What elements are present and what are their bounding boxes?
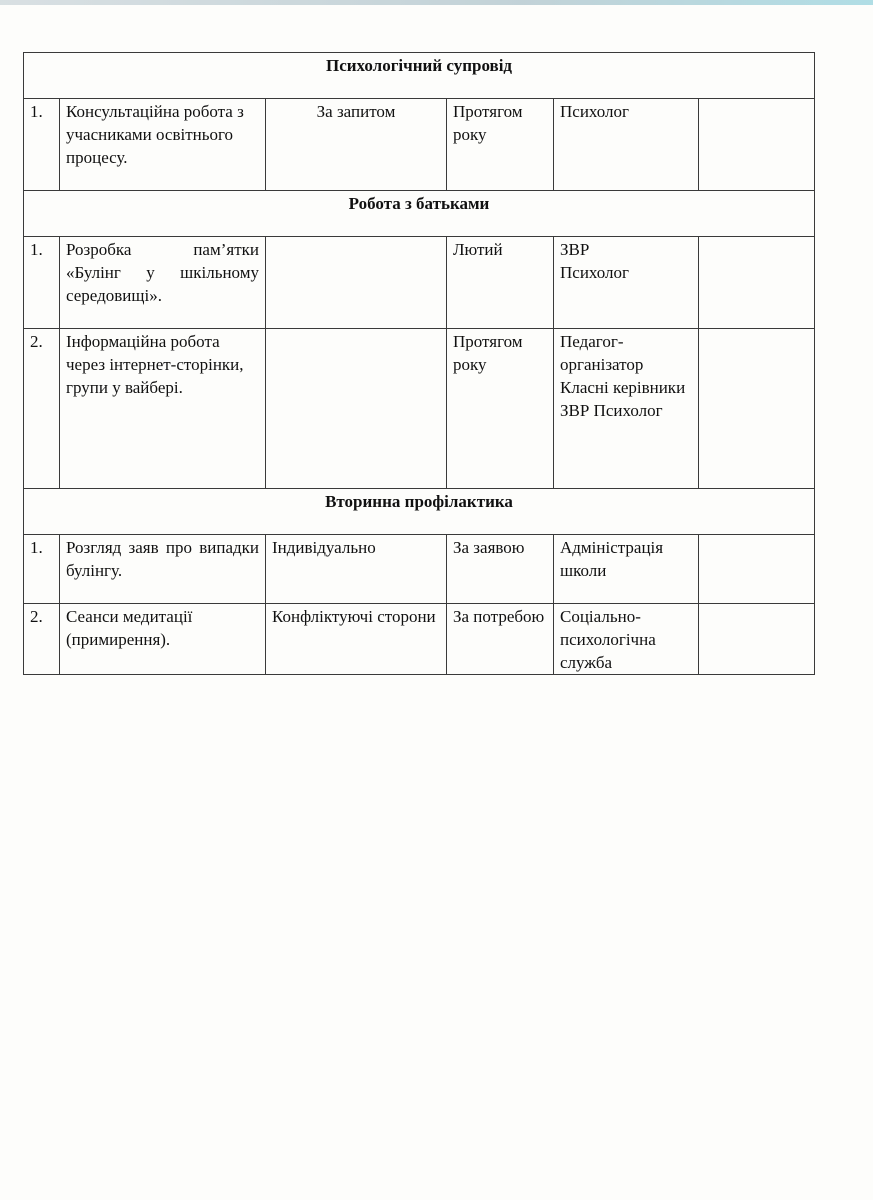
row-term: Лютий	[447, 237, 554, 329]
row-target	[266, 237, 447, 329]
row-note	[699, 604, 815, 675]
responsible-line: Психолог	[560, 263, 630, 282]
row-term: Протягом року	[447, 99, 554, 191]
row-number: 1.	[24, 237, 60, 329]
row-target	[266, 329, 447, 489]
row-note	[699, 99, 815, 191]
row-target: Індивідуально	[266, 535, 447, 604]
row-note	[699, 237, 815, 329]
row-number: 2.	[24, 604, 60, 675]
row-responsible: Психолог	[554, 99, 699, 191]
row-note	[699, 535, 815, 604]
row-responsible: Адміністрація школи	[554, 535, 699, 604]
table-row	[24, 99, 815, 191]
row-number: 2.	[24, 329, 60, 489]
row-target: Конфліктуючі сторони	[266, 604, 447, 675]
section-header-row	[24, 191, 815, 237]
row-responsible: Соціально-психологічна служба	[554, 604, 699, 675]
row-number: 1.	[24, 535, 60, 604]
table-row	[24, 329, 815, 489]
row-activity: Інформаційна робота через інтернет-сторінки, групи у вайбері.	[60, 329, 266, 489]
section-header-row	[24, 489, 815, 535]
row-term: Протягом року	[447, 329, 554, 489]
row-note	[699, 329, 815, 489]
responsible-line: ЗВР	[560, 240, 590, 259]
section-title: Робота з батьками	[24, 191, 815, 237]
row-target: За запитом	[266, 99, 447, 191]
row-number: 1.	[24, 99, 60, 191]
section-title: Психологічний супровід	[24, 53, 815, 99]
row-activity: Сеанси медитації (примирення).	[60, 604, 266, 675]
row-responsible: Педагог-організатор Класні керівники ЗВР Психолог	[554, 329, 699, 489]
row-activity: Розробка пам’ятки «Булінг у шкільному середовищі».	[60, 237, 266, 329]
activity-plan-table	[23, 52, 815, 675]
row-activity: Розгляд заяв про випадки булінгу.	[60, 535, 266, 604]
row-term: За потребою	[447, 604, 554, 675]
row-responsible	[554, 237, 699, 329]
table-row	[24, 604, 815, 675]
table-row	[24, 237, 815, 329]
scan-edge	[0, 0, 873, 5]
row-term: За заявою	[447, 535, 554, 604]
section-header-row	[24, 53, 815, 99]
row-activity: Консультаційна робота з учасниками освітнього процесу.	[60, 99, 266, 191]
table-row	[24, 535, 815, 604]
section-title: Вторинна профілактика	[24, 489, 815, 535]
